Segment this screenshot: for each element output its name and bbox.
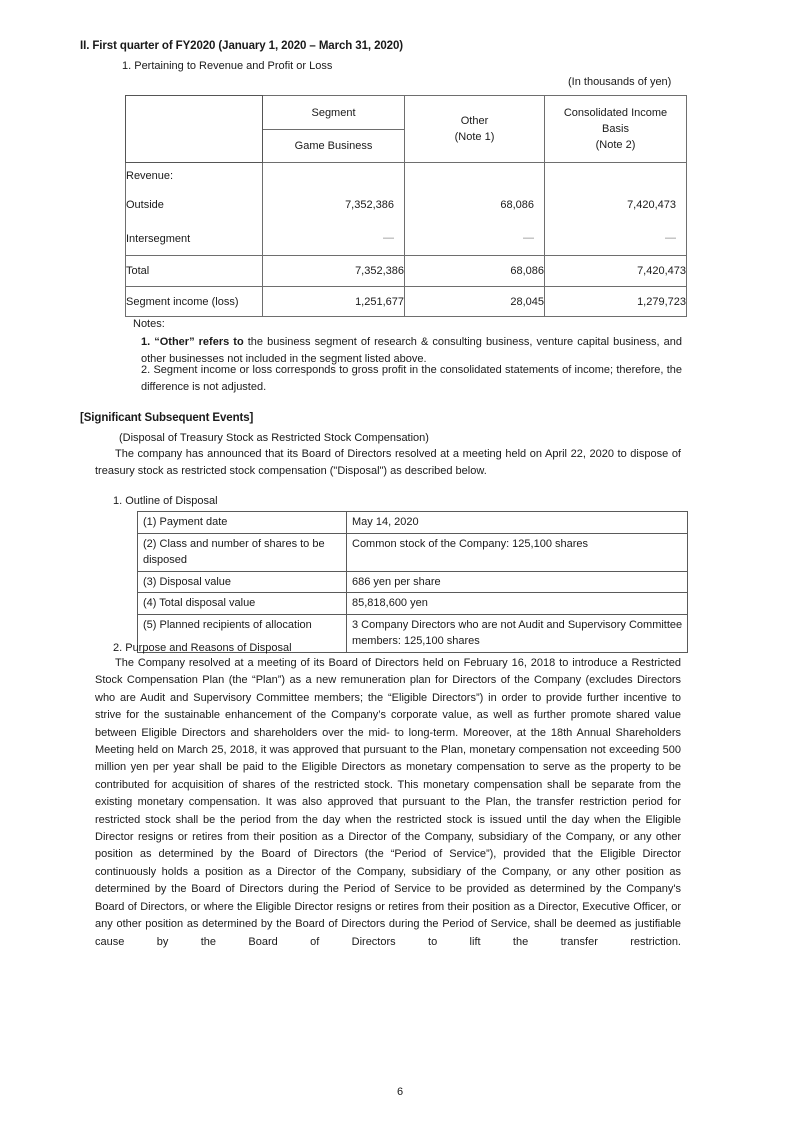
row-label-segment-income: Segment income (loss): [126, 287, 263, 317]
cell-segment-income-consolidated: 1,279,723: [545, 287, 687, 317]
cell-total-other: 68,086: [405, 256, 545, 287]
header-consolidated-line3: (Note 2): [595, 139, 636, 151]
outline-value-2: Common stock of the Company: 125,100 shares: [347, 533, 688, 571]
header-other-line2: (Note 1): [454, 131, 495, 143]
cell-outside-game: 7,352,386: [345, 199, 394, 211]
subsequent-events-heading: [Significant Subsequent Events]: [80, 412, 254, 424]
row-label-revenue: Revenue:: [126, 163, 263, 189]
header-other: [405, 96, 545, 163]
outline-label-1: (1) Payment date: [138, 512, 347, 534]
header-consolidated-line1: Consolidated Income: [563, 107, 668, 119]
revenue-game-group: [263, 163, 405, 256]
header-corner: [126, 96, 263, 163]
outline-label-4: (4) Total disposal value: [138, 593, 347, 615]
page-number: 6: [396, 1086, 404, 1098]
cell-outside-consolidated: 7,420,473: [627, 199, 676, 211]
unit-note: (In thousands of yen): [568, 76, 672, 88]
revenue-consolidated-group: [545, 163, 687, 256]
header-consolidated: [545, 96, 687, 163]
cell-intersegment-game: —: [383, 232, 394, 244]
table-row: [126, 256, 687, 287]
outline-label-2: (2) Class and number of shares to be disposed: [138, 533, 347, 571]
row-label-intersegment: Intersegment: [126, 222, 263, 255]
notes-title: Notes:: [133, 318, 165, 330]
subsequent-events-subtitle: (Disposal of Treasury Stock as Restricted Stock Compensation): [119, 432, 429, 444]
cell-intersegment-consolidated: —: [665, 232, 676, 244]
note-1-lead: 1. “Other” refers to: [141, 336, 244, 348]
section-heading: II. First quarter of FY2020 (January 1, 2020 – March 31, 2020): [80, 40, 403, 52]
table-row: [138, 533, 688, 571]
table-row: [126, 163, 687, 189]
outline-label-5: (5) Planned recipients of allocation: [138, 614, 347, 652]
segment-table: [125, 95, 687, 317]
header-consolidated-line2: Basis: [602, 123, 629, 135]
note-2: 2. Segment income or loss corresponds to gross profit in the consolidated statements of income; therefore, the difference is not adjusted.: [141, 364, 682, 394]
outline-value-4: 85,818,600 yen: [347, 593, 688, 615]
header-other-line1: Other: [460, 115, 489, 127]
table-header-row-1: [126, 96, 687, 130]
section-subheading: 1. Pertaining to Revenue and Profit or Loss: [122, 60, 333, 72]
table-row: [138, 571, 688, 593]
revenue-other-group: [405, 163, 545, 256]
outline-value-3: 686 yen per share: [347, 571, 688, 593]
outline-label-3: (3) Disposal value: [138, 571, 347, 593]
table-row: [138, 512, 688, 534]
table-row: [126, 287, 687, 317]
cell-segment-income-game: 1,251,677: [263, 287, 405, 317]
outline-disposal-table: [137, 511, 688, 653]
purpose-body: The Company resolved at a meeting of its Board of Directors held on February 16, 2018 to introduce a Restricted Stock Compensation Plan (the “Plan”) as a new remuneration plan for Directors of the Company (excludes Directors who are Audit and Supervisory Committee members; the “Eligible Directors”) in order to provide further incentive to strive for the sustainable enhancement of the Company’s corporate value, as well as further promote shared value between Eligible Directors and shareholders over the mid- to long-term. Moreover, at the 18th Annual Shareholders Meeting held on March 25, 2018, it was approved that pursuant to the Plan, monetary compensation not exceeding 500 million yen per year shall be paid to the Eligible Directors as monetary compensation to serve as the property to be contributed for acquisition of shares of the restricted stock. This monetary compensation shall be separate from the existing monetary compensation. It was also approved that pursuant to the Plan, the transfer restriction period for restricted stock shall be the period from the day when the restricted stock is issued until the day when the Eligible Director resigns or retires from their position as a Director of the Company, subsidiary of the Company, or any other position as determined by the Board of Directors (the “Period of Service”), provided that the Eligible Director continuously holds a position as a Director of the Company, subsidiary of the Company, or any other position as determined by the Board of Directors during the Period of Service to be provided as determined by the Company's Board of Directors, or where the Eligible Director resigns or retires from their position as a Director, Executive Officer, or any other position as determined by the Board of Directors during the Period of Service, shall be deemed as justifiable cause by the Board of Directors to lift the transfer restriction.: [95, 657, 681, 948]
subsequent-events-intro: The company has announced that its Board of Directors resolved at a meeting held on April 22, 2020 to dispose of treasury stock as restricted stock compensation ("Disposal") as described below.: [95, 448, 681, 478]
cell-total-game: 7,352,386: [263, 256, 405, 287]
header-game-business: Game Business: [263, 130, 405, 163]
cell-outside-other: 68,086: [500, 199, 534, 211]
header-segment: Segment: [263, 96, 405, 130]
note-1-rest: the business segment of research & consulting business, venture capital business, and other businesses not included in the segment listed above.: [141, 336, 682, 366]
cell-intersegment-other: —: [523, 232, 534, 244]
outline-value-5: 3 Company Directors who are not Audit and Supervisory Committee members: 125,100 shares: [347, 614, 688, 652]
cell-total-consolidated: 7,420,473: [545, 256, 687, 287]
table-row: [138, 593, 688, 615]
cell-segment-income-other: 28,045: [405, 287, 545, 317]
outline-value-1: May 14, 2020: [347, 512, 688, 534]
row-label-outside: Outside: [126, 189, 263, 222]
row-label-total: Total: [126, 256, 263, 287]
purpose-heading: 2. Purpose and Reasons of Disposal: [113, 642, 292, 654]
outline-heading: 1. Outline of Disposal: [113, 495, 218, 507]
